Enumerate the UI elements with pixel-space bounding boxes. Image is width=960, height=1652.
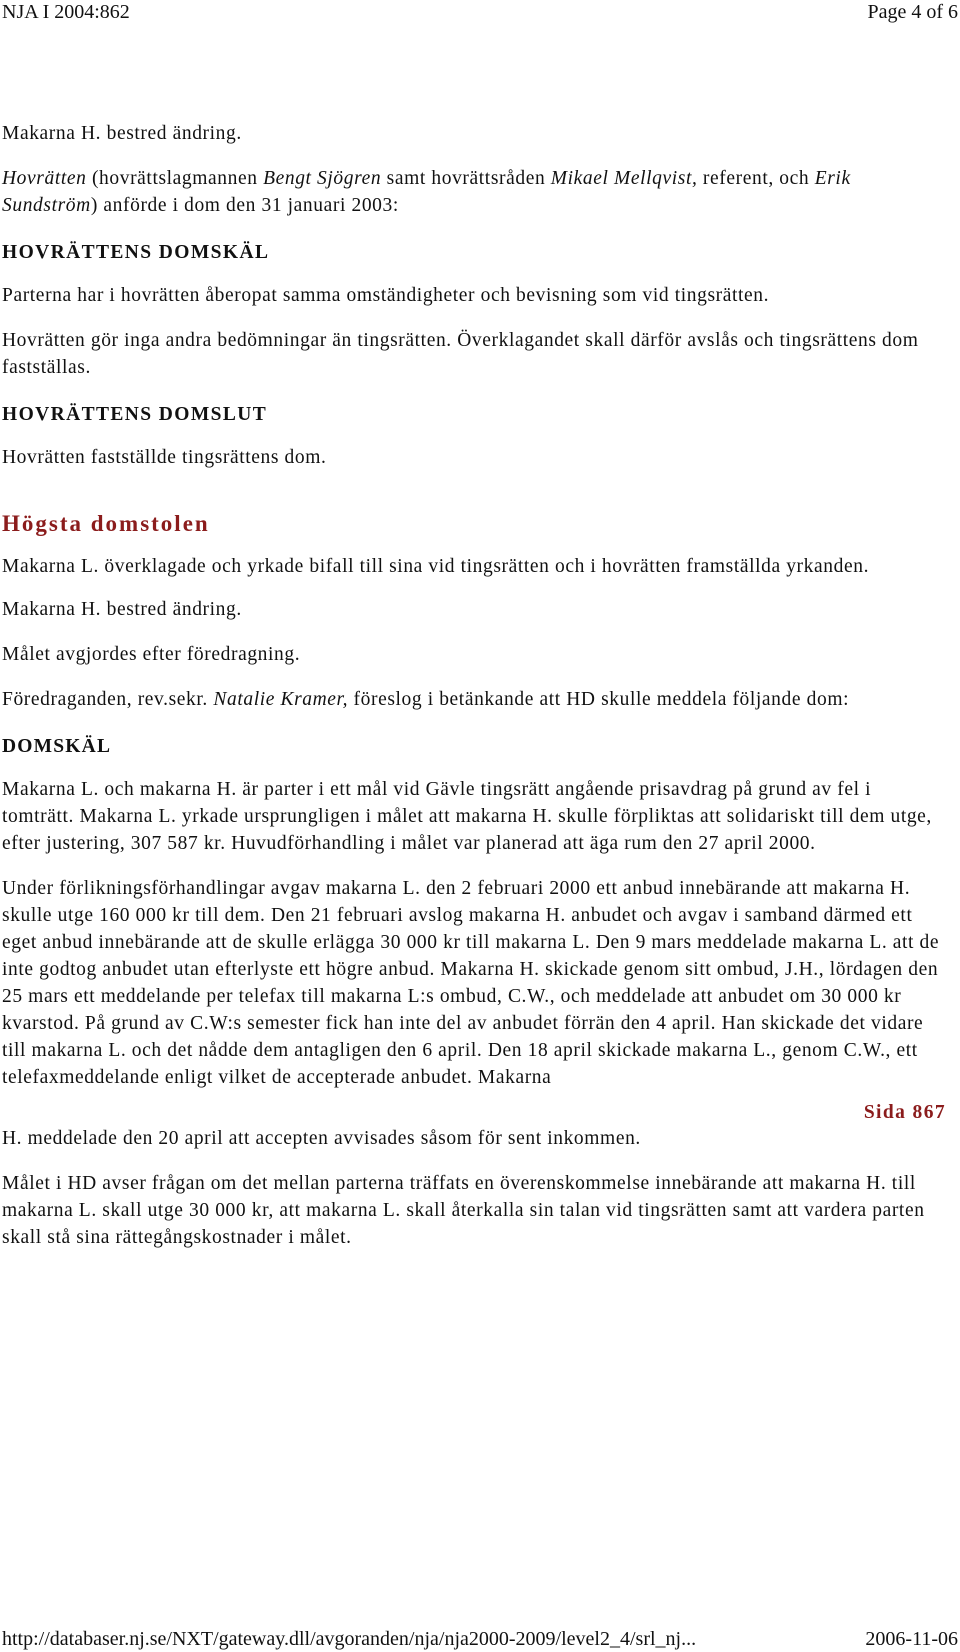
rapporteur-name: Natalie Kramer, [213, 689, 349, 710]
section-heading-hogsta-domstolen: Högsta domstolen [2, 511, 210, 536]
paragraph: Parterna har i hovrätten åberopat samma omständigheter och bevisning som vid tingsrätten. [2, 285, 770, 306]
paragraph: Under förlikningsförhandlingar avgav makarna L. den 2 februari 2000 ett anbud innebärande att makarna H. skulle utge 160 000 kr till dem. Den 21 februari avslog makarna H. anbudet och avgav i samband därmed ett eget anbud innebärande att de skulle erlägga 30 000 kr till makarna L. Den 9 mars meddelade makarna L. att de inte godtog anbudet utan efterlyste ett högre anbud. Makarna H. skickade genom sitt ombud, J.H., lördagen den 25 mars ett meddelande per telefax till makarna L:s ombud, C.W., och meddelade att anbudet om 30 000 kr kvarstod. På grund av C.W:s semester fick han inte del av anbudet förrän den 4 april. Han skickade det vidare till makarna L. och det nådde dem antagligen den 6 april. Den 18 april skickade makarna L., genom C.W., ett telefaxmeddelande enligt vilket de accepterade anbudet. Makarna [2, 878, 940, 1088]
section-heading-hovrattens-domskal: HOVRÄTTENS DOMSKÄL [2, 242, 270, 263]
text-span: ) anförde i dom den 31 januari 2003: [90, 195, 399, 216]
paragraph: Makarna H. bestred ändring. [2, 599, 242, 620]
document-id: NJA I 2004:862 [2, 1, 130, 23]
text-span: (hovrättslagmannen [86, 168, 264, 189]
paragraph: Makarna L. och makarna H. är parter i ett mål vid Gävle tingsrätt angående prisavdrag på grund av fel i tomträtt. Makarna L. yrkade ursprungligen i målet att makarna H. skulle förpliktas att solidariskt till dem utge, efter justering, 307 587 kr. Huvudförhandling i målet var planerad att äga rum den 27 april 2000. [2, 779, 932, 854]
paragraph: H. meddelade den 20 april att accepten avvisades såsom för sent inkommen. [2, 1128, 641, 1149]
paragraph: Makarna H. bestred ändring. [2, 123, 242, 144]
paragraph: Hovrätten fastställde tingsrättens dom. [2, 447, 327, 468]
print-date: 2006-11-06 [865, 1628, 958, 1650]
section-heading-hovrattens-domslut: HOVRÄTTENS DOMSLUT [2, 404, 268, 425]
text-span: samt hovrättsråden [381, 168, 551, 189]
section-heading-domskal: DOMSKÄL [2, 736, 112, 757]
print-footer [0, 1627, 960, 1652]
text-span: Föredraganden, rev.sekr. [2, 689, 214, 710]
judge-name: Erik Sundström [2, 168, 851, 216]
text-span: föreslog i betänkande att HD skulle meddela följande dom: [348, 689, 850, 710]
print-header [0, 0, 960, 26]
paragraph: Hovrätten gör inga andra bedömningar än tingsrätten. Överklagandet skall därför avslås och tingsrättens dom fastställas. [2, 330, 919, 378]
paragraph-foredragande [2, 686, 946, 713]
court-name: Hovrätten [2, 168, 87, 189]
source-url: http://databaser.nj.se/NXT/gateway.dll/avgoranden/nja/nja2000-2009/level2_4/srl_nj... [2, 1628, 697, 1650]
paragraph-hovratten-intro [2, 165, 946, 219]
judge-name: Mikael Mellqvist, [550, 168, 698, 189]
page-number: Page 4 of 6 [867, 1, 958, 23]
paragraph: Målet i HD avser frågan om det mellan parterna träffats en överenskommelse innebärande att makarna H. till makarna L. skall utge 30 000 kr, att makarna L. skall återkalla sin talan vid tingsrätten samt att vardera parten skall stå sina rättegångskostnader i målet. [2, 1173, 925, 1248]
paragraph: Målet avgjordes efter föredragning. [2, 644, 301, 665]
paragraph: Makarna L. överklagade och yrkade bifall till sina vid tingsrätten och i hovrätten framställda yrkanden. [2, 556, 870, 577]
judge-name: Bengt Sjögren [263, 168, 382, 189]
text-span: referent, och [697, 168, 815, 189]
page-marker: Sida 867 [863, 1102, 946, 1123]
document-body [2, 120, 946, 1251]
